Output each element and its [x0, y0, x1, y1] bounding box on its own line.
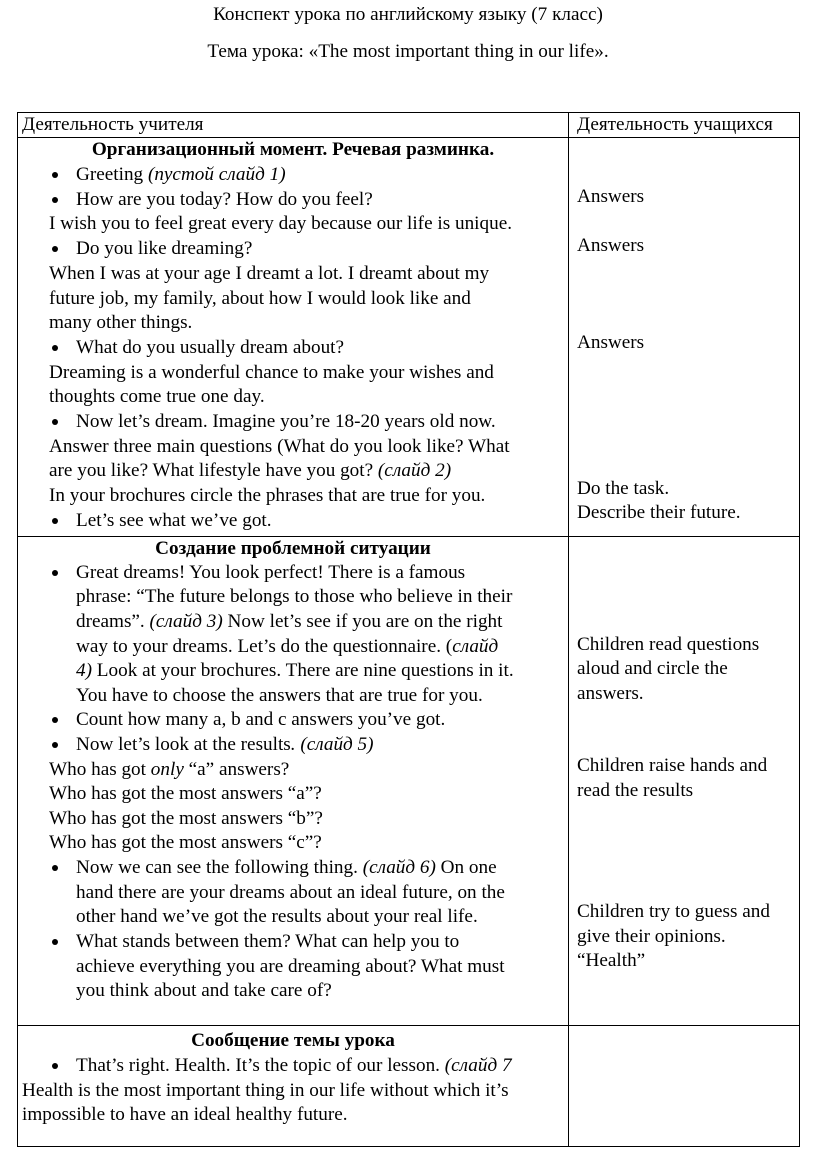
- text-line: I wish you to feel great every day because our life is unique.: [49, 213, 513, 234]
- section-heading: Сообщение темы урока: [191, 1030, 395, 1051]
- slide-note: 4): [76, 660, 92, 681]
- student-activity: aloud and circle the: [577, 658, 728, 679]
- student-answer: Answers: [577, 186, 645, 207]
- text-line: impossible to have an ideal healthy future.: [22, 1104, 348, 1125]
- slide-note: . (слайд 5): [290, 734, 374, 755]
- section-heading: Организационный момент. Речевая разминка.: [91, 139, 495, 160]
- text-line: are you like? What lifestyle have you got? (слайд 2): [49, 460, 452, 481]
- section-3-teacher-cell: [18, 1026, 568, 1146]
- student-activity: Children raise hands and: [577, 755, 768, 776]
- student-activity: Children try to guess and: [577, 901, 770, 922]
- text-line: dreams”. (слайд 3) Now let’s see if you are on the right: [76, 611, 503, 632]
- section-2-students-cell: [569, 537, 799, 1025]
- text-line: Who has got only “a” answers?: [49, 759, 290, 780]
- section-2-teacher-cell: [18, 537, 568, 1025]
- text-line: many other things.: [49, 312, 193, 333]
- document-title: Конспект урока по английскому языку (7 класс): [213, 4, 603, 25]
- section-heading: Создание проблемной ситуации: [155, 538, 431, 559]
- student-activity: read the results: [577, 780, 694, 801]
- section-1-teacher-cell: [18, 138, 568, 536]
- student-activity: Children read questions: [577, 634, 760, 655]
- list-item: That’s right. Health. It’s the topic of our lesson. (слайд 7: [76, 1054, 512, 1079]
- student-activity: “Health”: [577, 950, 646, 971]
- list-item: Great dreams! You look perfect! There is a famous: [76, 561, 465, 586]
- text-line: phrase: “The future belongs to those who believe in their: [76, 586, 513, 607]
- text-line: achieve everything you are dreaming about? What must: [76, 956, 505, 977]
- student-answer: Answers: [577, 332, 645, 353]
- text-line: Health is the most important thing in our life without which it’s: [22, 1080, 509, 1101]
- text-line: Who has got the most answers “b”?: [49, 808, 323, 829]
- slide-note: слайд: [452, 636, 499, 657]
- student-activity: Do the task.: [577, 478, 670, 499]
- student-activity: give their opinions.: [577, 926, 726, 947]
- slide-note: (слайд 2): [377, 460, 452, 481]
- text-line: In your brochures circle the phrases that are true for you.: [49, 485, 486, 506]
- list-item: Now let’s dream. Imagine you’re 18-20 years old now.: [76, 410, 496, 435]
- text-line: other hand we’ve got the results about your real life.: [76, 906, 478, 927]
- text-line: Who has got the most answers “c”?: [49, 832, 322, 853]
- column-header-students: Деятельность учащихся: [577, 114, 773, 135]
- emphasis: only: [150, 759, 184, 780]
- student-activity: Describe their future.: [577, 502, 741, 523]
- list-item: What do you usually dream about?: [76, 336, 344, 361]
- list-item: Count how many a, b and c answers you’ve got.: [76, 708, 445, 733]
- text-line: you think about and take care of?: [76, 980, 332, 1001]
- slide-note: (пустой слайд 1): [147, 164, 286, 185]
- text-line: Dreaming is a wonderful chance to make your wishes and: [49, 362, 494, 383]
- slide-note: (слайд 6): [362, 857, 436, 878]
- list-item: How are you today? How do you feel?: [76, 188, 373, 213]
- text-line: hand there are your dreams about an ideal future, on the: [76, 882, 505, 903]
- list-item: Greeting (пустой слайд 1): [76, 163, 286, 188]
- text-line: future job, my family, about how I would look like and: [49, 288, 471, 309]
- text-line: When I was at your age I dreamt a lot. I dreamt about my: [49, 263, 490, 284]
- section-3-students-cell: [569, 1026, 799, 1146]
- section-1-students-cell: [569, 138, 799, 536]
- student-answer: Answers: [577, 235, 645, 256]
- text-line: 4) Look at your brochures. There are nine questions in it.: [76, 660, 514, 681]
- slide-note: (слайд 3): [149, 611, 223, 632]
- list-item: What stands between them? What can help you to: [76, 930, 459, 955]
- list-item: Now we can see the following thing. (слайд 6) On one: [76, 856, 497, 881]
- slide-note: (слайд 7: [444, 1055, 512, 1076]
- text-line: thoughts come true one day.: [49, 386, 265, 407]
- list-item: Now let’s look at the results. (слайд 5): [76, 733, 374, 758]
- column-header-teacher: Деятельность учителя: [22, 114, 204, 135]
- text-line: You have to choose the answers that are true for you.: [76, 685, 483, 706]
- text-line: way to your dreams. Let’s do the questionnaire. (слайд: [76, 636, 499, 657]
- table-border-right: [799, 112, 800, 1147]
- lesson-topic: Тема урока: «The most important thing in our life».: [207, 41, 609, 62]
- text-line: Answer three main questions (What do you look like? What: [49, 436, 510, 457]
- list-item: Let’s see what we’ve got.: [76, 509, 272, 534]
- text-line: Who has got the most answers “a”?: [49, 783, 322, 804]
- list-item: Do you like dreaming?: [76, 237, 252, 262]
- table-border-bottom: [17, 1146, 799, 1147]
- student-activity: answers.: [577, 683, 644, 704]
